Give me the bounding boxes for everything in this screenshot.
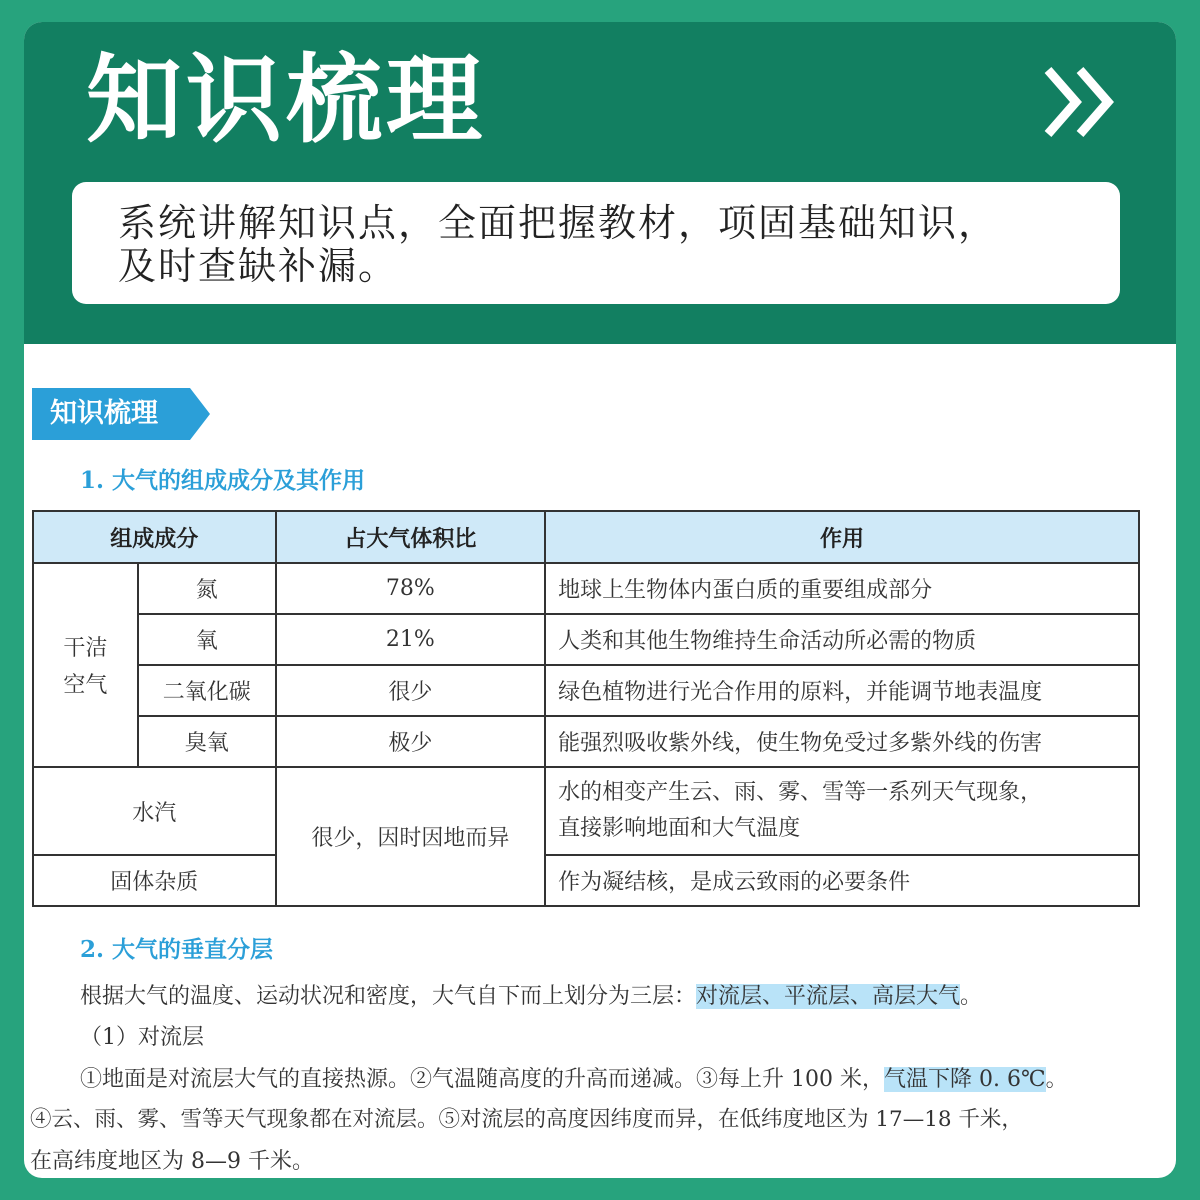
header-role: 作用 xyxy=(545,511,1139,563)
table-row xyxy=(33,614,1139,665)
body-line-1-end: 。 xyxy=(1045,1067,1068,1092)
section-2-title: 2. 大气的垂直分层 xyxy=(80,936,274,963)
ratio-cell: 21% xyxy=(276,614,546,665)
role-cell: 作为凝结核，是成云致雨的必要条件 xyxy=(545,855,1139,906)
header-component: 组成成分 xyxy=(33,511,276,563)
intro-text: 根据大气的温度、运动状况和密度，大气自下而上划分为三层： xyxy=(80,984,697,1009)
body-line-3: 在高纬度地区为 8—9 千米。 xyxy=(30,1149,314,1174)
role-cell: 人类和其他生物维持生命活动所必需的物质 xyxy=(545,614,1139,665)
component-cell: 二氧化碳 xyxy=(138,665,276,716)
group-label-line-1: 干洁 xyxy=(63,636,108,661)
subtitle-line-1: 系统讲解知识点，全面把握教材，项固基础知识， xyxy=(118,201,999,245)
body-line-1-text: ①地面是对流层大气的直接热源。②气温随高度的升高而递减。③每上升 100 米， xyxy=(80,1067,884,1092)
double-chevron-right-icon xyxy=(1042,62,1122,142)
component-cell: 固体杂质 xyxy=(33,855,276,906)
subtitle-text xyxy=(118,202,1108,288)
group-label-line-2: 空气 xyxy=(63,673,108,698)
composition-table xyxy=(32,510,1140,907)
role-cell: 能强烈吸收紫外线，使生物免受过多紫外线的伤害 xyxy=(545,716,1139,767)
table-row xyxy=(33,716,1139,767)
table-row xyxy=(33,855,1139,906)
page-title: 知识梳理 xyxy=(86,44,486,156)
component-cell: 水汽 xyxy=(33,767,276,855)
body-line-1 xyxy=(80,1062,1068,1093)
role-cell: 绿色植物进行光合作用的原料，并能调节地表温度 xyxy=(545,665,1139,716)
role-line-1: 水的相变产生云、雨、雾、雪等一系列天气现象， xyxy=(558,780,1043,805)
intro-paragraph xyxy=(80,979,982,1010)
ratio-cell: 极少 xyxy=(276,716,546,767)
shared-ratio-cell: 很少，因时因地而异 xyxy=(276,767,546,906)
subheading-troposphere: （1）对流层 xyxy=(80,1025,204,1050)
intro-end: 。 xyxy=(960,984,983,1009)
component-cell: 氧 xyxy=(138,614,276,665)
table-row xyxy=(33,563,1139,614)
role-line-2: 直接影响地面和大气温度 xyxy=(558,816,801,841)
section-tag xyxy=(32,388,210,440)
ratio-cell: 78% xyxy=(276,563,546,614)
table-header-row xyxy=(33,511,1139,563)
body-line-1-highlight: 气温下降 0. 6℃ xyxy=(883,1067,1046,1092)
table-row xyxy=(33,767,1139,855)
content-card xyxy=(24,22,1176,1178)
component-cell: 氮 xyxy=(138,563,276,614)
intro-highlight: 对流层、平流层、高层大气 xyxy=(696,984,961,1009)
header-ratio: 占大气体积比 xyxy=(276,511,546,563)
table-row xyxy=(33,665,1139,716)
component-cell: 臭氧 xyxy=(138,716,276,767)
section-1-title: 1. 大气的组成成分及其作用 xyxy=(80,467,366,494)
role-cell: 地球上生物体内蛋白质的重要组成部分 xyxy=(545,563,1139,614)
subtitle-line-2: 及时查缺补漏。 xyxy=(118,244,399,288)
ratio-cell: 很少 xyxy=(276,665,546,716)
body-line-2: ④云、雨、雾、雪等天气现象都在对流层。⑤对流层的高度因纬度而异，在低纬度地区为 17—18 千米， xyxy=(30,1107,1023,1132)
subtitle-box xyxy=(72,182,1120,304)
group-label-dry-air xyxy=(33,563,138,767)
role-cell xyxy=(545,767,1139,855)
tag-label: 知识梳理 xyxy=(50,398,158,429)
header-banner xyxy=(24,22,1176,344)
